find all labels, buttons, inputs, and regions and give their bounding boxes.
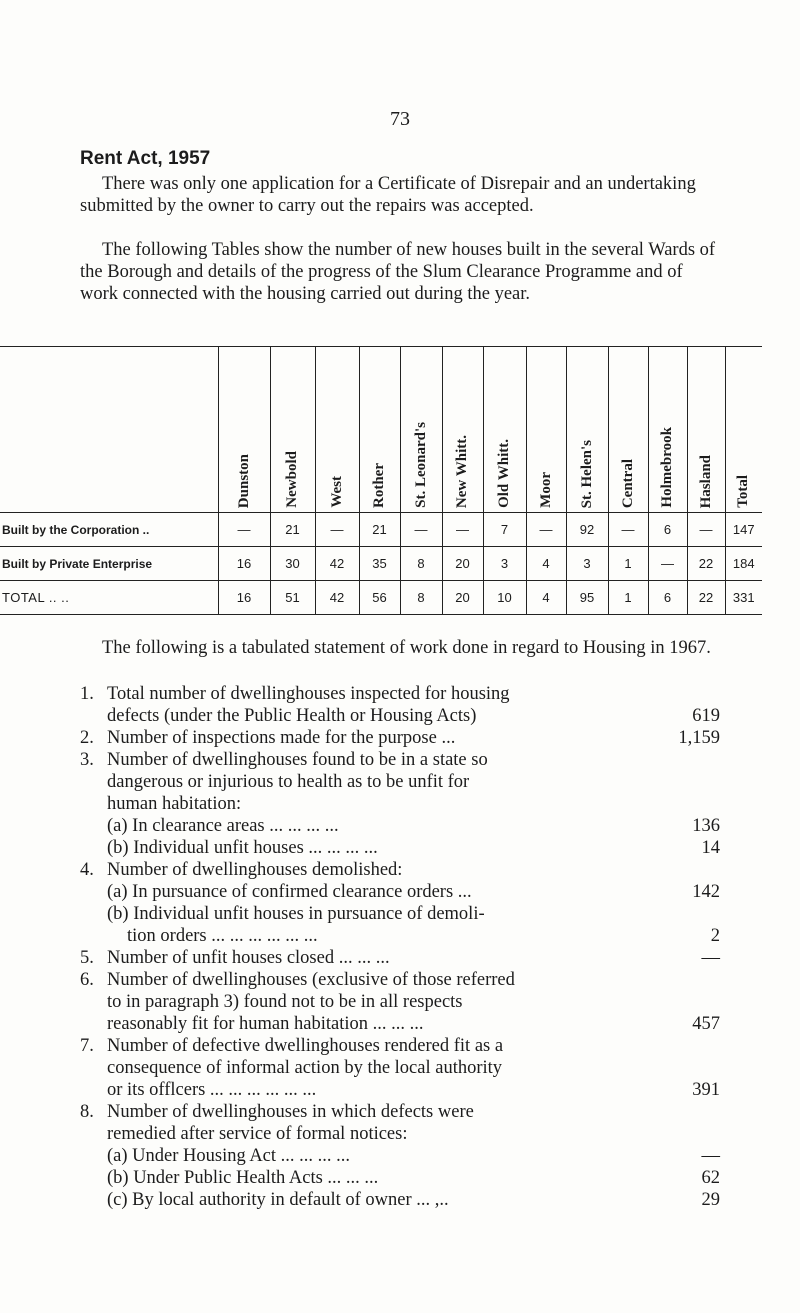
table-cell: — xyxy=(648,547,687,581)
item-value: 14 xyxy=(701,838,720,858)
column-header xyxy=(400,347,442,513)
item-value: 391 xyxy=(692,1080,720,1100)
list-item xyxy=(80,683,720,705)
item-text: to in paragraph 3) found not to be in all respects xyxy=(107,992,463,1012)
column-header xyxy=(218,347,270,513)
column-header-label: St. Helen's xyxy=(578,439,595,508)
column-header xyxy=(648,347,687,513)
list-item xyxy=(80,705,720,727)
column-header-label: Dunston xyxy=(235,453,252,508)
column-header-label: West xyxy=(328,476,345,508)
item-value: 1,159 xyxy=(678,728,720,748)
item-value: 142 xyxy=(692,882,720,902)
list-item xyxy=(80,815,720,837)
table-cell: 35 xyxy=(359,547,400,581)
item-text: Number of dwellinghouses (exclusive of those referred xyxy=(107,970,515,990)
column-header xyxy=(315,347,359,513)
section-heading: Rent Act, 1957 xyxy=(80,148,211,169)
table-cell: — xyxy=(315,513,359,547)
column-header xyxy=(608,347,648,513)
row-label: Built by Private Enterprise xyxy=(0,547,218,581)
table-cell: — xyxy=(526,513,566,547)
table-cell: 22 xyxy=(687,547,725,581)
column-header xyxy=(270,347,315,513)
item-number: 2. xyxy=(80,728,94,748)
item-number: 3. xyxy=(80,750,94,770)
item-text: tion orders ... ... ... ... ... ... xyxy=(127,926,318,946)
item-value: 29 xyxy=(701,1190,720,1210)
item-number: 6. xyxy=(80,970,94,990)
table-cell: 51 xyxy=(270,581,315,615)
column-header-label: Newbold xyxy=(284,451,300,508)
item-text: remedied after service of formal notices: xyxy=(107,1124,408,1144)
item-text: (a) Under Housing Act ... ... ... ... xyxy=(107,1146,351,1166)
table-cell: 6 xyxy=(648,513,687,547)
table-cell: 3 xyxy=(483,547,526,581)
table-cell: 7 xyxy=(483,513,526,547)
list-item xyxy=(80,1167,720,1189)
item-text: human habitation: xyxy=(107,794,242,814)
table-cell: 95 xyxy=(566,581,608,615)
table-cell: 184 xyxy=(725,547,762,581)
table-cell: 4 xyxy=(526,547,566,581)
list-item xyxy=(80,837,720,859)
column-header-label: Holmebrook xyxy=(659,427,675,508)
table-cell: 20 xyxy=(442,547,483,581)
item-text: consequence of informal action by the local authority xyxy=(107,1058,503,1078)
item-text: reasonably fit for human habitation ... ... ... xyxy=(107,1014,424,1034)
item-text: Number of unfit houses closed ... ... ... xyxy=(107,948,390,968)
column-header xyxy=(687,347,725,513)
table-cell: 8 xyxy=(400,581,442,615)
row-label: TOTAL .. .. xyxy=(0,581,218,615)
item-value: 2 xyxy=(710,926,720,946)
row-label: Built by the Corporation .. xyxy=(0,513,218,547)
list-item xyxy=(80,947,720,969)
column-header-label: St. Leonard's xyxy=(412,422,429,508)
list-item xyxy=(80,969,720,991)
list-item xyxy=(80,727,720,749)
item-number: 7. xyxy=(80,1036,94,1056)
item-value: 619 xyxy=(692,706,720,726)
table-cell: — xyxy=(442,513,483,547)
table-cell: 1 xyxy=(608,547,648,581)
item-text: (b) Under Public Health Acts ... ... ... xyxy=(107,1168,379,1188)
column-header-label: Rother xyxy=(371,463,387,508)
list-item xyxy=(80,793,720,815)
table-cell: 10 xyxy=(483,581,526,615)
table-cell: 147 xyxy=(725,513,762,547)
item-text: (b) Individual unfit houses ... ... ... ... xyxy=(107,838,378,858)
list-item xyxy=(80,1145,720,1167)
paragraph-tables-intro: The following Tables show the number of new houses built in the several Wards of the Borough and details of the progress of the Slum Clearance Programme and of work connected with the housing carried out during the year. xyxy=(80,240,716,304)
table-cell: 21 xyxy=(359,513,400,547)
column-header-label: New Whitt. xyxy=(454,434,470,508)
item-text: Total number of dwellinghouses inspected for housing xyxy=(107,684,510,704)
table-cell: 16 xyxy=(218,547,270,581)
table-cell: 21 xyxy=(270,513,315,547)
item-number: 4. xyxy=(80,860,94,880)
item-text: Number of inspections made for the purpose ... xyxy=(107,728,456,748)
item-number: 1. xyxy=(80,684,94,704)
item-value: 136 xyxy=(692,816,720,836)
list-item xyxy=(80,771,720,793)
table-row xyxy=(0,581,762,615)
table-cell: 8 xyxy=(400,547,442,581)
column-header-label: Total xyxy=(735,475,752,508)
table-cell: 56 xyxy=(359,581,400,615)
header-corner xyxy=(0,347,218,513)
column-header xyxy=(359,347,400,513)
item-text: Number of dwellinghouses demolished: xyxy=(107,860,403,880)
table-row xyxy=(0,513,762,547)
statement-intro: The following is a tabulated statement of work done in regard to Housing in 1967. xyxy=(102,638,711,658)
table-cell: 16 xyxy=(218,581,270,615)
item-text: (c) By local authority in default of owner ... ,.. xyxy=(107,1190,449,1210)
column-header xyxy=(566,347,608,513)
column-header xyxy=(526,347,566,513)
item-text: dangerous or injurious to health as to be unfit for xyxy=(107,772,470,792)
item-text: Number of dwellinghouses in which defects were xyxy=(107,1102,474,1122)
list-item xyxy=(80,991,720,1013)
page-number: 73 xyxy=(390,108,410,130)
list-item xyxy=(80,859,720,881)
column-header-label: Old Whitt. xyxy=(496,439,512,508)
list-item xyxy=(80,1101,720,1123)
table-cell: 22 xyxy=(687,581,725,615)
list-item xyxy=(80,1189,720,1211)
item-text: Number of defective dwellinghouses rendered fit as a xyxy=(107,1036,504,1056)
table-cell: — xyxy=(687,513,725,547)
item-text: (a) In pursuance of confirmed clearance orders ... xyxy=(107,882,472,902)
table-cell: 30 xyxy=(270,547,315,581)
list-item xyxy=(80,1079,720,1101)
list-item xyxy=(80,749,720,771)
list-item xyxy=(80,1035,720,1057)
list-item xyxy=(80,1013,720,1035)
item-text: defects (under the Public Health or Housing Acts) xyxy=(107,706,477,726)
table-cell: 20 xyxy=(442,581,483,615)
item-value: — xyxy=(701,948,720,968)
item-text: (a) In clearance areas ... ... ... ... xyxy=(107,816,339,836)
table-cell: 42 xyxy=(315,581,359,615)
table-cell: — xyxy=(400,513,442,547)
item-value: 62 xyxy=(701,1168,720,1188)
table-cell: 42 xyxy=(315,547,359,581)
column-header xyxy=(725,347,762,513)
table-header-row xyxy=(0,347,762,513)
table-cell: — xyxy=(608,513,648,547)
list-item xyxy=(80,903,720,925)
column-header-label: Moor xyxy=(537,472,554,508)
table-cell: 6 xyxy=(648,581,687,615)
list-item xyxy=(80,1123,720,1145)
table-cell: 1 xyxy=(608,581,648,615)
column-header xyxy=(483,347,526,513)
item-text: Number of dwellinghouses found to be in a state so xyxy=(107,750,488,770)
table-cell: 92 xyxy=(566,513,608,547)
item-text: (b) Individual unfit houses in pursuance of demoli- xyxy=(107,904,485,924)
column-header xyxy=(442,347,483,513)
table-row xyxy=(0,547,762,581)
paragraph-disrepair: There was only one application for a Certificate of Disrepair and an undertaking submitted by the owner to carry out the repairs was accepted. xyxy=(80,174,696,216)
item-number: 5. xyxy=(80,948,94,968)
list-item xyxy=(80,881,720,903)
table-cell: — xyxy=(218,513,270,547)
table-cell: 4 xyxy=(526,581,566,615)
housing-statement-list xyxy=(80,683,720,1211)
table-cell: 3 xyxy=(566,547,608,581)
list-item xyxy=(80,925,720,947)
table-cell: 331 xyxy=(725,581,762,615)
item-value: — xyxy=(701,1146,720,1166)
item-text: or its offlcers ... ... ... ... ... ... xyxy=(107,1080,317,1100)
column-header-label: Hasland xyxy=(697,454,714,508)
item-value: 457 xyxy=(692,1014,720,1034)
list-item xyxy=(80,1057,720,1079)
item-number: 8. xyxy=(80,1102,94,1122)
houses-built-table xyxy=(0,346,762,615)
column-header-label: Central xyxy=(619,458,636,508)
